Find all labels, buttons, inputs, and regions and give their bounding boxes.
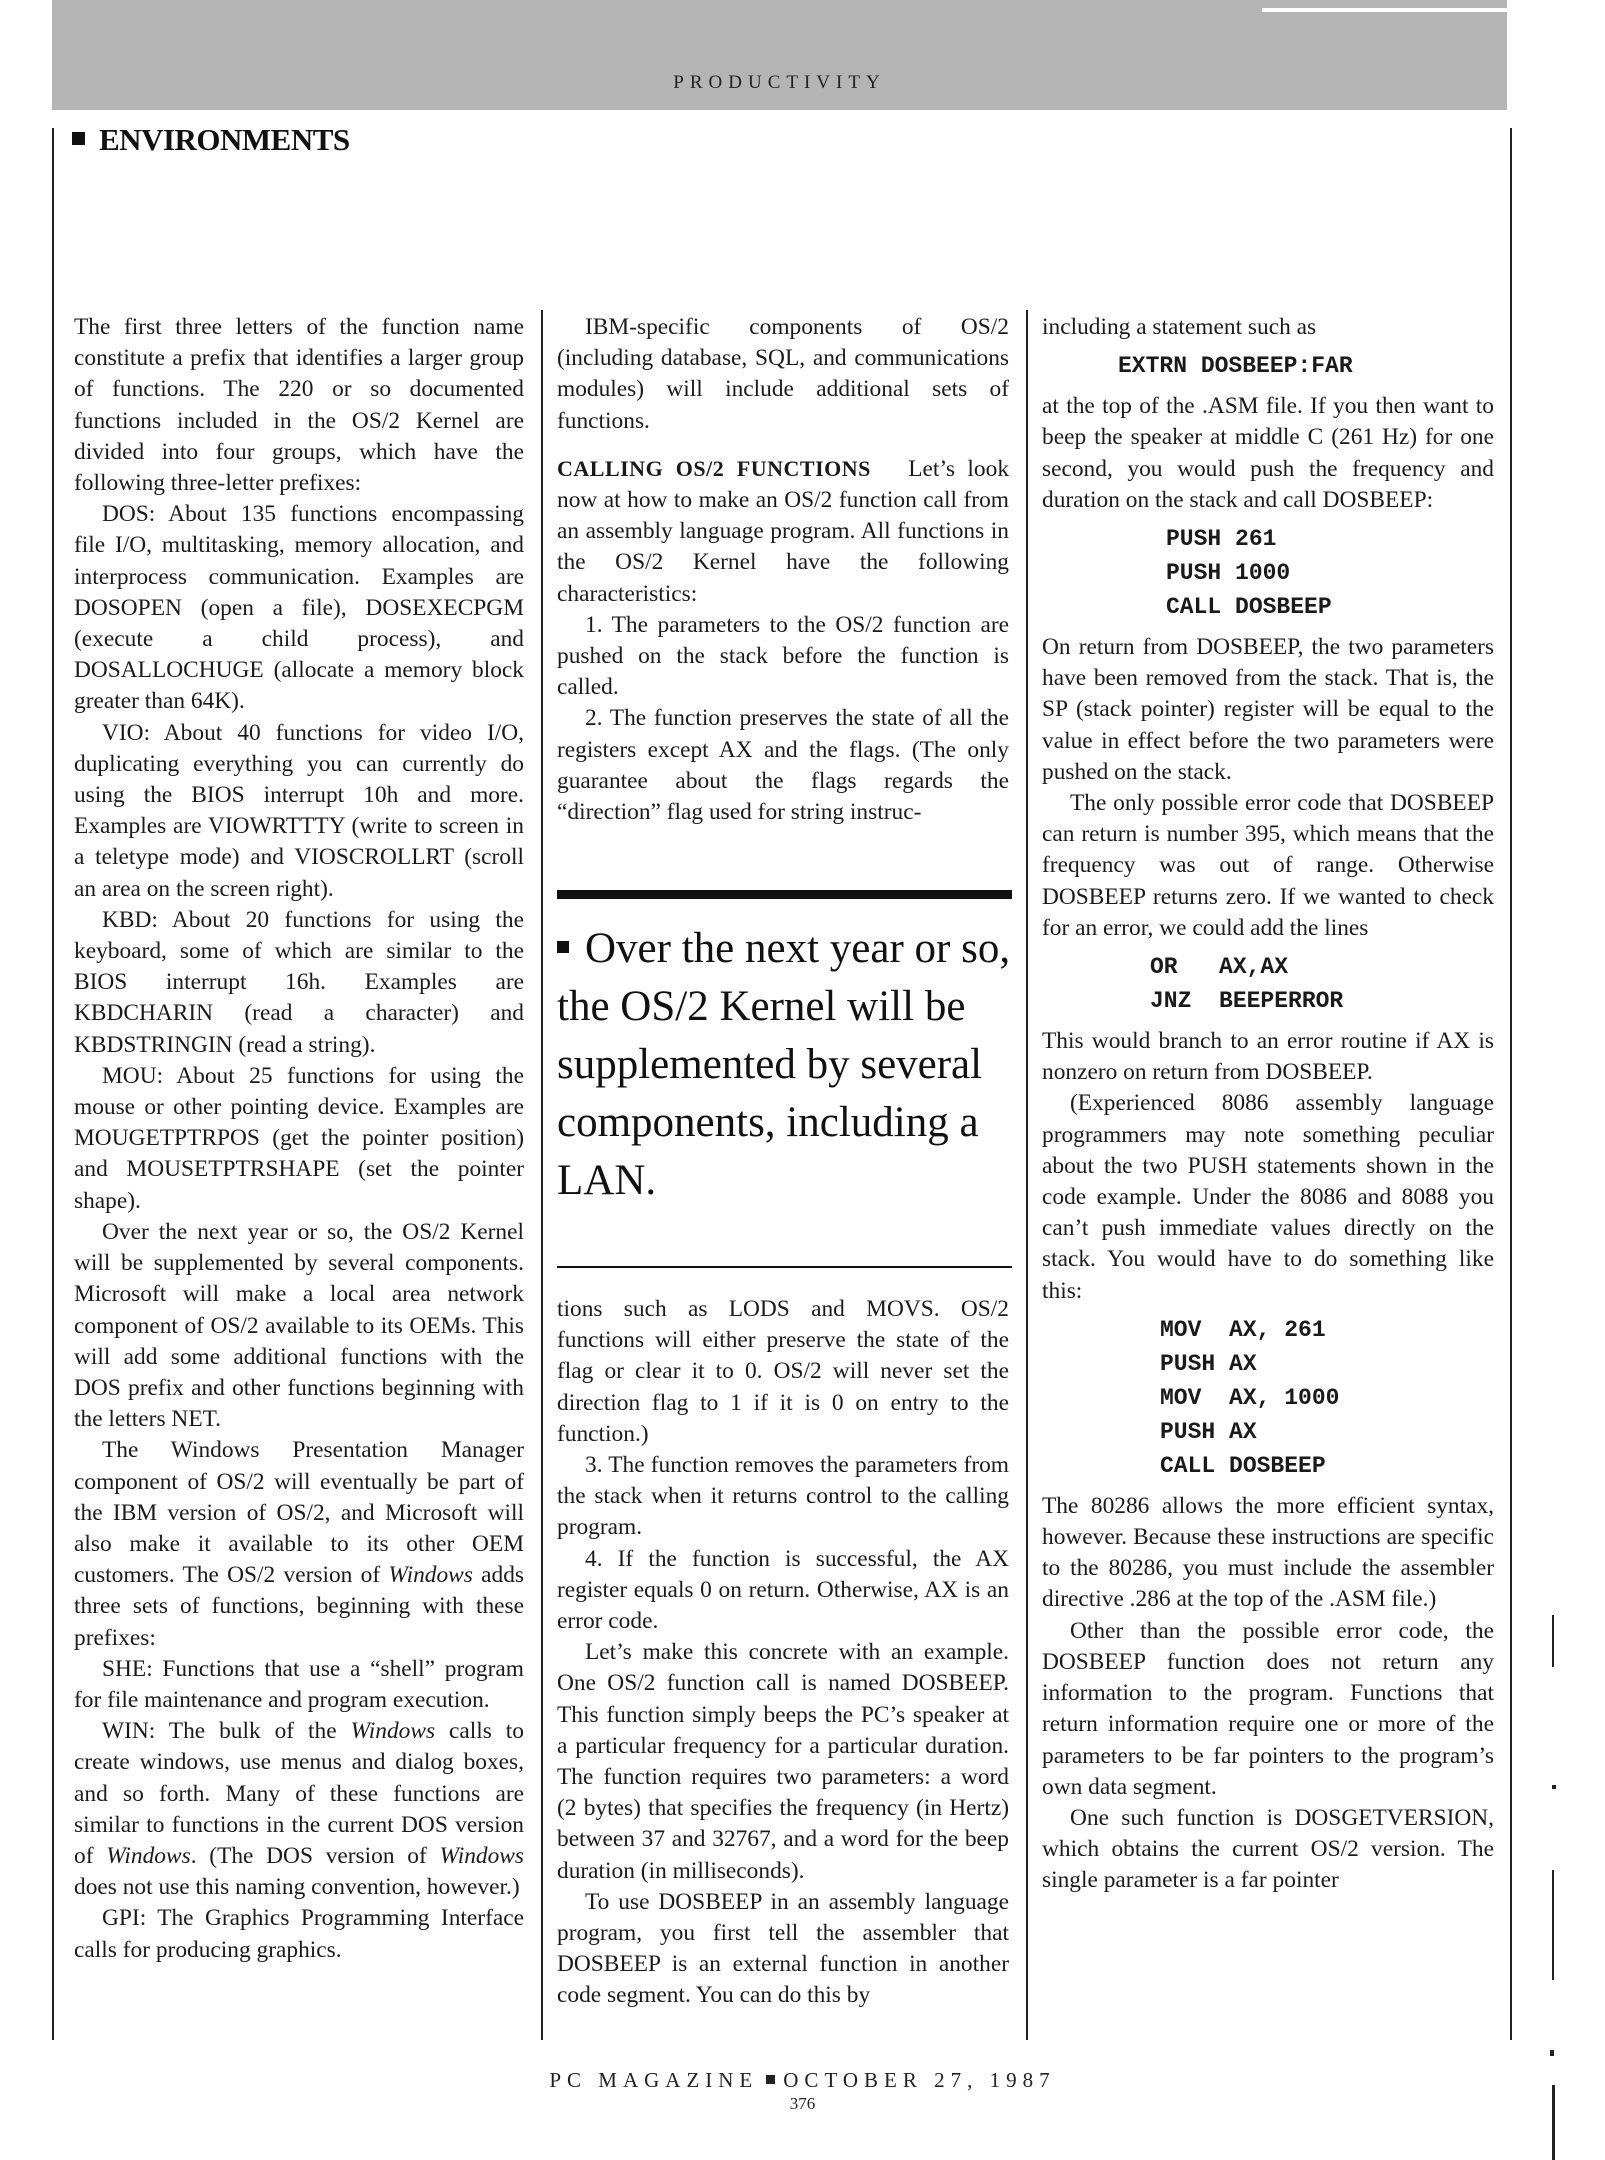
- text-run: Let’s look now at how to make an OS/2 function call from an assembly language program. All functions in the OS/2 Kernel have the following characteristics:: [557, 455, 1010, 607]
- paragraph: 3. The function removes the parameters from the stack when it returns control to the calling program.: [557, 1452, 1009, 1541]
- paragraph: MOU: About 25 functions for using the mouse or other pointing device. Examples are MOUGETPTRPOS (get the pointer position) and MOUSETPTRSHAPE (set the pointer shape).: [74, 1062, 524, 1214]
- paragraph: 4. If the function is successful, the AX register equals 0 on return. Otherwise, AX is an error code.: [557, 1545, 1009, 1635]
- paragraph: DOS: About 135 functions encompassing file I/O, multitasking, memory allocation, and interprocess communication. Examples are DOSOPEN (open a file), DOSEXECPGM (execute a child process), and DOSALLOCHUGE (allocate a memory block greater than 64K).: [74, 501, 524, 715]
- header-top-rule: [1262, 8, 1552, 12]
- category-heading: [72, 122, 350, 158]
- magazine-name: PC MAGAZINE: [549, 2068, 759, 2092]
- section-label: PRODUCTIVITY: [673, 72, 886, 93]
- pullquote-bottom-rule: [557, 1266, 1012, 1268]
- paragraph: [74, 1435, 524, 1653]
- page-footer: [0, 2068, 1605, 2093]
- italic-term: Windows: [350, 1718, 436, 1745]
- column-divider-2: [1026, 310, 1028, 2040]
- paragraph: To use DOSBEEP in an assembly language program, you first tell the assembler that DOSBEEP is an external function in another code segment. You can do this by: [557, 1888, 1009, 2009]
- text-run: The Windows Presentation Manager component of OS/2 will eventually be part of the IBM version of OS/2, and Microsoft will also make it available to its other OEM customers. The OS/2 version of: [74, 1437, 524, 1589]
- paragraph: This would branch to an error routine if AX is nonzero on return from DOSBEEP.: [1042, 1028, 1494, 1086]
- paragraph: Other than the possible error code, the DOSBEEP function does not return any information to the program. Functions that return information require one or more of the parameters to be far pointers to the program’s own data segment.: [1042, 1617, 1494, 1800]
- article-column-2-bottom: [557, 1294, 1009, 2012]
- scan-edge-mark: [1552, 1615, 1554, 1667]
- paragraph: On return from DOSBEEP, the two parameters have been removed from the stack. That is, the SP (stack pointer) register will be equal to the value in effect before the two parameters were pushed on the stack.: [1042, 634, 1494, 785]
- text-run: WIN: The bulk of the: [102, 1718, 351, 1745]
- subheading: CALLING OS/2 FUNCTIONS: [557, 455, 871, 481]
- paragraph: GPI: The Graphics Programming Interface calls for producing graphics.: [74, 1905, 524, 1963]
- paragraph: VIO: About 40 functions for video I/O, duplicating everything you can currently do using the BIOS interrupt 10h and more. Examples are VIOWRTTTY (write to screen in a teletype mode) and VIOSCROLLRT (scroll an area on the screen right).: [74, 719, 524, 902]
- page-number: 376: [789, 2094, 816, 2113]
- article-column-2-top: [557, 312, 1009, 828]
- scan-edge-mark: [1550, 2050, 1554, 2056]
- bullet-square-icon: [72, 132, 85, 145]
- text-run: calls to create windows, use menus and dialog boxes, and so forth. Many of these functions are similar to functions in the current DOS version of: [74, 1718, 524, 1869]
- code-block: OR AX,AX JNZ BEEPERROR: [1150, 954, 1344, 1015]
- paragraph: [557, 453, 1009, 610]
- paragraph: 1. The parameters to the OS/2 function are pushed on the stack before the function is called.: [557, 611, 1009, 701]
- paragraph: One such function is DOSGETVERSION, which obtains the current OS/2 version. The single parameter is a far pointer: [1042, 1804, 1494, 1894]
- italic-term: Windows: [388, 1562, 473, 1589]
- pull-quote-text: Over the next year or so, the OS/2 Kernel will be supplemented by several components, including a LAN.: [557, 925, 1011, 1204]
- paragraph: KBD: About 20 functions for using the keyboard, some of which are similar to the BIOS interrupt 16h. Examples are KBDCHARIN (read a character) and KBDSTRINGIN (read a string).: [74, 906, 524, 1058]
- code-block: MOV AX, 261 PUSH AX MOV AX, 1000 PUSH AX CALL DOSBEEP: [1160, 1316, 1340, 1479]
- code-block: EXTRN DOSBEEP:FAR: [1118, 353, 1353, 380]
- paragraph: IBM-specific components of OS/2 (including database, SQL, and communications modules) will include additional sets of functions.: [557, 314, 1009, 434]
- code-block: PUSH 261 PUSH 1000 CALL DOSBEEP: [1166, 526, 1332, 621]
- paragraph: including a statement such as: [1042, 314, 1317, 340]
- paragraph: tions such as LODS and MOVS. OS/2 functions will either preserve the state of the flag or clear it to 0. OS/2 will never set the direction flag to 1 if it is 0 on entry to the function.): [557, 1296, 1009, 1447]
- paragraph: [74, 1716, 524, 1903]
- right-border-rule: [1510, 128, 1512, 2040]
- pull-quote: [557, 920, 1012, 1210]
- header-band: [52, 0, 1507, 110]
- pullquote-top-rule: [557, 890, 1012, 899]
- scan-edge-mark: [1552, 1870, 1554, 1980]
- paragraph: The first three letters of the function name constitute a prefix that identifies a larger group of functions. The 220 or so documented functions included in the OS/2 Kernel are divided into four groups, which have the following three-letter prefixes:: [74, 314, 524, 497]
- paragraph: (Experienced 8086 assembly language programmers may note something peculiar about the two PUSH statements shown in the code example. Under the 8086 and 8088 you can’t push immediate values directly on the stack. You would have to do something like this:: [1042, 1090, 1494, 1304]
- bullet-square-icon: [557, 941, 569, 953]
- text-run: adds three sets of functions, beginning with these prefixes:: [74, 1562, 524, 1651]
- category-title: ENVIRONMENTS: [99, 122, 350, 157]
- bullet-square-icon: [766, 2075, 775, 2084]
- paragraph: Let’s make this concrete with an example. One OS/2 function call is named DOSBEEP. This function simply beeps the PC’s speaker at a particular frequency for a particular duration. The function requires two parameters: a word (2 bytes) that specifies the frequency (in Hertz) between 37 and 32767, and a word for the beep duration (in milliseconds).: [557, 1639, 1009, 1884]
- paragraph: The only possible error code that DOSBEEP can return is number 395, which means that the frequency was out of range. Otherwise DOSBEEP returns zero. If we wanted to check for an error, we could add the lines: [1042, 790, 1494, 941]
- issue-date: OCTOBER 27, 1987: [783, 2068, 1056, 2092]
- left-border-rule: [52, 128, 54, 2040]
- italic-term: Windows: [106, 1842, 191, 1869]
- italic-term: Windows: [439, 1842, 524, 1869]
- article-column-3: [1042, 312, 1494, 1897]
- article-column-1: [74, 312, 524, 1966]
- scan-edge-mark: [1552, 1785, 1556, 1789]
- column-divider-1: [541, 310, 543, 2040]
- paragraph: Over the next year or so, the OS/2 Kernel will be supplemented by several components. Microsoft will make a local area network component of OS/2 available to its OEMs. This will add some additional functions with the DOS prefix and other functions beginning with the letters NET.: [74, 1218, 524, 1433]
- text-run: does not use this naming convention, however.): [74, 1874, 520, 1901]
- paragraph: The 80286 allows the more efficient syntax, however. Because these instructions are specific to the 80286, you must include the assembler directive .286 at the top of the .ASM file.): [1042, 1492, 1494, 1613]
- paragraph: 2. The function preserves the state of all the registers except AX and the flags. (The only guarantee about the flags regards the “direction” flag used for string instruc-: [557, 705, 1009, 826]
- text-run: . (The DOS version of: [190, 1842, 440, 1869]
- paragraph: SHE: Functions that use a “shell” program for file maintenance and program execution.: [74, 1655, 524, 1713]
- paragraph: at the top of the .ASM file. If you then want to beep the speaker at middle C (261 Hz) for one second, you would push the frequency and duration on the stack and call DOSBEEP:: [1042, 393, 1494, 513]
